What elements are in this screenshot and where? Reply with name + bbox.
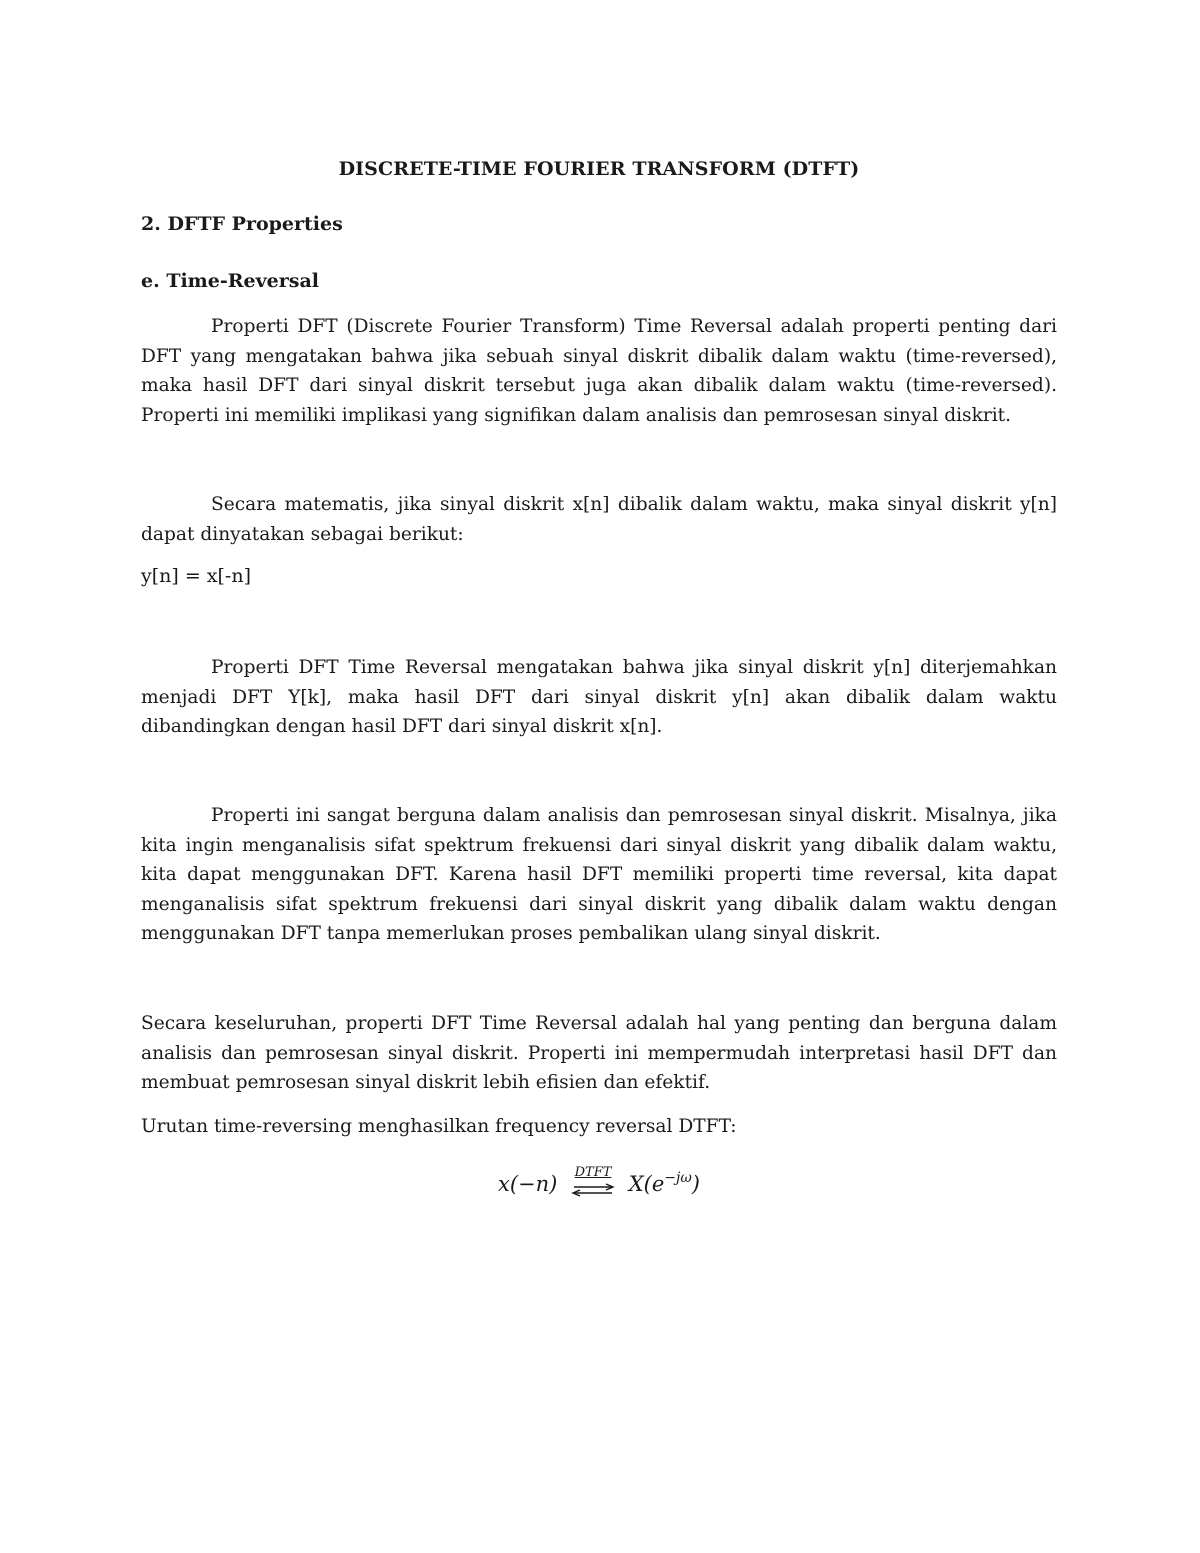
equation-rhs-close: ): [691, 1172, 700, 1196]
paragraph-property-statement: Properti DFT Time Reversal mengatakan bahwa jika sinyal diskrit y[n] diterjemahkan menjadi DFT Y[k], maka hasil DFT dari sinyal diskrit y[n] akan dibalik dalam waktu dibandingkan dengan hasil DFT dari sinyal diskrit x[n].: [141, 657, 1057, 737]
equation-rhs-base: X(e: [628, 1172, 665, 1196]
section-heading: 2. DFTF Properties: [141, 213, 343, 235]
paragraph-usefulness: Properti ini sangat berguna dalam analisis dan pemrosesan sinyal diskrit. Misalnya, jika kita ingin menganalisis sifat spektrum frekuensi dari sinyal diskrit yang dibalik dalam waktu, kita dapat menggunakan DFT. Karena hasil DFT memiliki properti time reversal, kita dapat menganalisis sifat spektrum frekuensi dari sinyal diskrit yang dibalik dalam waktu dengan menggunakan DFT tanpa memerlukan proses pembalikan ulang sinyal diskrit.: [141, 805, 1057, 944]
dtft-arrow: [570, 1164, 616, 1201]
paragraph-sequence: Urutan time-reversing menghasilkan frequency reversal DTFT:: [141, 1116, 737, 1137]
paragraph-conclusion: Secara keseluruhan, properti DFT Time Reversal adalah hal yang penting dan berguna dalam analisis dan pemrosesan sinyal diskrit. Properti ini mempermudah interpretasi hasil DFT dan membuat pemrosesan sinyal diskrit lebih efisien dan efektif.: [141, 1013, 1057, 1093]
dtft-equation: [141, 1164, 1057, 1220]
equation-lhs: x(−n): [497, 1172, 558, 1196]
equation-rhs-exponent: −jω: [664, 1170, 692, 1186]
sub-heading: e. Time-Reversal: [141, 270, 319, 292]
double-arrow-icon: [570, 1183, 616, 1197]
arrow-label: DTFT: [574, 1164, 612, 1180]
paragraph-math-statement: Secara matematis, jika sinyal diskrit x[n] dibalik dalam waktu, maka sinyal diskrit y[n] dapat dinyatakan sebagai berikut:: [141, 494, 1057, 545]
paragraph-intro: Properti DFT (Discrete Fourier Transform) Time Reversal adalah properti penting dari DFT yang mengatakan bahwa jika sebuah sinyal diskrit dibalik dalam waktu (time-reversed), maka hasil DFT dari sinyal diskrit tersebut juga akan dibalik dalam waktu (time-reversed). Properti ini memiliki implikasi yang signifikan dalam analisis dan pemrosesan sinyal diskrit.: [141, 316, 1057, 426]
document-title: DISCRETE-TIME FOURIER TRANSFORM (DTFT): [338, 158, 860, 180]
formula-time-reversal: y[n] = x[-n]: [141, 565, 251, 587]
